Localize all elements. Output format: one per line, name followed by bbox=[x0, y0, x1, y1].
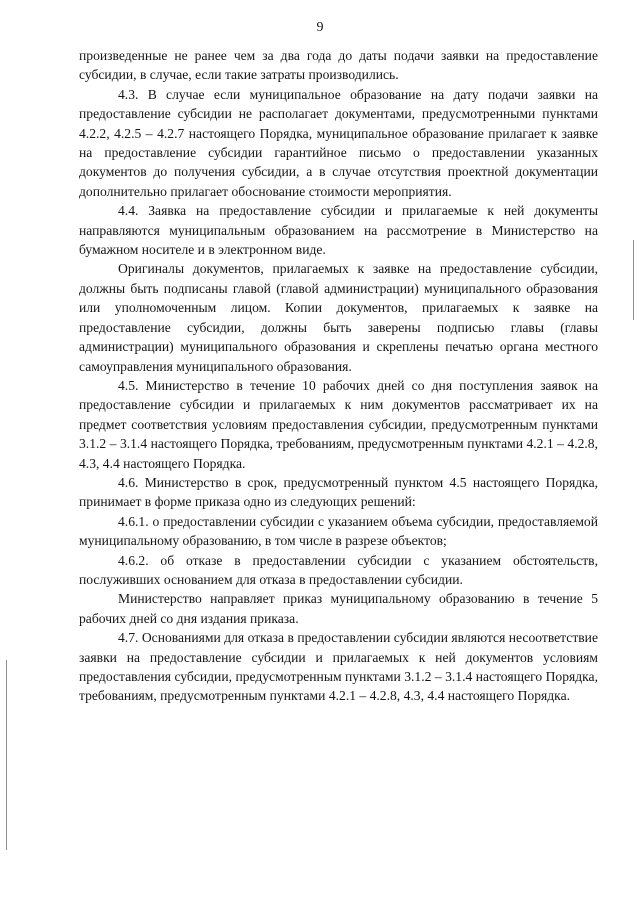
paragraph-originals: Оригиналы документов, прилагаемых к заявке на предоставление субсидии, должны быть подписаны главой (главой администрации) муниципального образования или уполномоченным лицом. Копии документов, прилагаемых к заявке на предоставление субсидии, должны быть заверены подписью главы (главы администрации) муниципального образования и скреплены печатью органа местного самоуправления муниципального образования. bbox=[79, 261, 598, 374]
paragraph-4-6-1: 4.6.1. о предоставлении субсидии с указанием объема субсидии, предоставляемой муниципальному образованию, в том числе в разрезе объектов; bbox=[79, 513, 598, 549]
page-number: 9 bbox=[316, 20, 324, 35]
paragraph-4-6: 4.6. Министерство в срок, предусмотренный пунктом 4.5 настоящего Порядка, принимает в форме приказа одно из следующих решений: bbox=[79, 474, 598, 510]
paragraph-continuation: произведенные не ранее чем за два года до даты подачи заявки на предоставление субсидии, в случае, если такие затраты производились. bbox=[79, 48, 598, 83]
paragraph-ministry-order: Министерство направляет приказ муниципальному образованию в течение 5 рабочих дней со дня издания приказа. bbox=[79, 591, 598, 626]
paragraph-4-4: 4.4. Заявка на предоставление субсидии и прилагаемые к ней документы направляются муниципальным образованием на рассмотрение в Министерство на бумажном носителе и в электронном виде. bbox=[79, 203, 598, 258]
paragraph-4-7: 4.7. Основаниями для отказа в предоставлении субсидии являются несоответствие заявки на предоставление субсидии и прилагаемых к ней документов условиям предоставления субсидии, предусмотренным пунктами 3.1.2 – 3.1.4 настоящего Порядка, требованиям, предусмотренным пунктами 4.2.1 – 4.2.8, 4.3, 4.4 настоящего Порядка. bbox=[79, 630, 598, 704]
paragraph-4-3: 4.3. В случае если муниципальное образование на дату подачи заявки на предоставление субсидии не располагает документами, предусмотренными пунктами 4.2.2, 4.2.5 – 4.2.7 настоящего Порядка, муниципальное образование прилагает к заявке на предоставление субсидии гарантийное письмо о предоставлении указанных документов до получения субсидии, а в случае отсутствия проектной документации дополнительно прилагает обоснование стоимости мероприятия. bbox=[79, 86, 598, 199]
document-body bbox=[79, 46, 598, 706]
paragraph-4-6-2: 4.6.2. об отказе в предоставлении субсидии с указанием обстоятельств, послуживших основанием для отказа в предоставлении субсидии. bbox=[79, 552, 598, 587]
scan-edge-line-right bbox=[633, 240, 634, 320]
paragraph-4-5: 4.5. Министерство в течение 10 рабочих дней со дня поступления заявок на предоставление субсидии и прилагаемых к ним документов рассматривает их на предмет соответствия условиям предоставления субсидии, предусмотренным пунктами 3.1.2 – 3.1.4 настоящего Порядка, требованиям, предусмотренным пунктами 4.2.1 – 4.2.8, 4.3, 4.4 настоящего Порядка. bbox=[79, 377, 598, 471]
scan-edge-line-left bbox=[6, 660, 7, 850]
